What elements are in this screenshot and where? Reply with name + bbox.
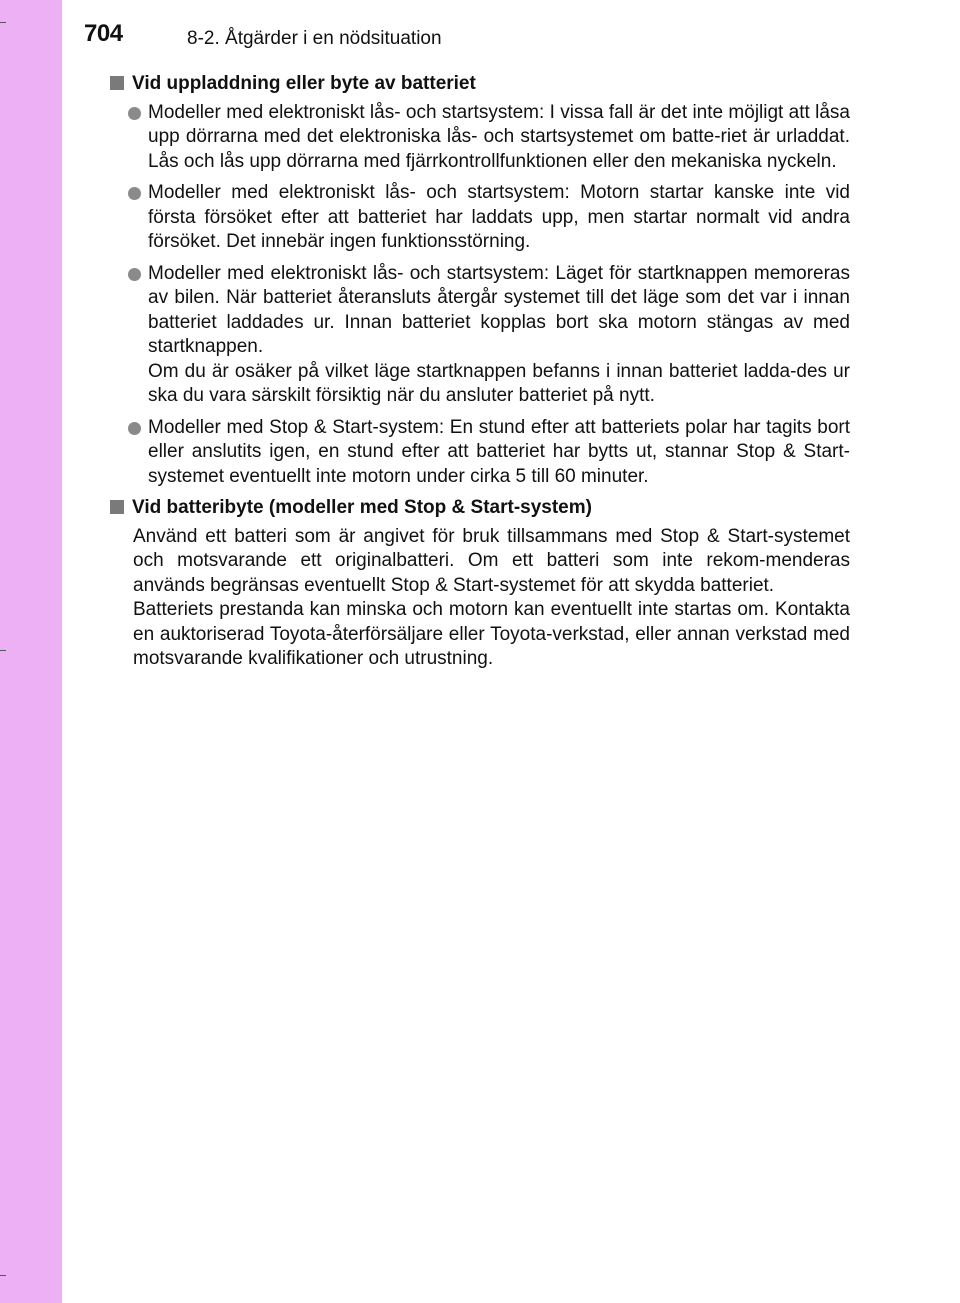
section-heading bbox=[110, 496, 850, 521]
list-item bbox=[128, 101, 850, 175]
section-heading-text: Vid batteribyte (modeller med Stop & Start-system) bbox=[132, 497, 592, 518]
list-item bbox=[128, 181, 850, 255]
page-number: 704 bbox=[84, 20, 123, 47]
paragraph: Batteriets prestanda kan minska och motorn kan eventuellt inte startas om. Kontakta en auktoriserad Toyota-återförsäljare eller Toyota-verkstad, eller annan verkstad med motsvarande kvalifikationer och utrustning. bbox=[133, 599, 850, 669]
list-item bbox=[128, 262, 850, 409]
list-item-text: Modeller med Stop & Start-system: En stund efter att batteriets polar har tagits bort eller anslutits igen, en stund efter att batteriet har bytts ut, stannar Stop & Start-systemet eventuellt inte motorn under cirka 5 till 60 minuter. bbox=[148, 416, 850, 487]
list-item-body bbox=[148, 262, 850, 409]
square-bullet-icon bbox=[110, 76, 124, 90]
list-item-note: Om du är osäker på vilket läge startknappen befanns i innan batteriet ladda-des ur ska du vara särskilt försiktig när du ansluter batteriet på nytt. bbox=[148, 360, 850, 406]
section-title: 8-2. Åtgärder i en nödsituation bbox=[187, 28, 442, 49]
list-item-text: Modeller med elektroniskt lås- och startsystem: Läget för startknappen memoreras av bilen. När batteriet återansluts återgår systemet till det läge som det var i innan batteriet laddades ur. Innan batteriet kopplas bort ska motorn stängas av med startknappen. bbox=[148, 262, 850, 357]
section-heading bbox=[110, 72, 850, 97]
square-bullet-icon bbox=[110, 500, 124, 514]
paragraph: Använd ett batteri som är angivet för bruk tillsammans med Stop & Start-systemet och motsvarande ett originalbatteri. Om ett batteri som inte rekom-menderas används begränsas eventuellt Stop & Start-systemet för att skydda batteriet. bbox=[133, 525, 850, 596]
list-item-text: Modeller med elektroniskt lås- och startsystem: I vissa fall är det inte möjligt att låsa upp dörrarna med det elektroniska lås- och startsystemet om batte-riet är urladdat. Lås och lås upp dörrarna med fjärrkontrollfunktionen eller den mekaniska nyckeln. bbox=[148, 101, 850, 172]
section-heading-text: Vid uppladdning eller byte av batteriet bbox=[132, 73, 476, 94]
sidebar-tab bbox=[0, 0, 62, 1303]
circle-bullet-icon bbox=[128, 107, 141, 120]
circle-bullet-icon bbox=[128, 422, 141, 435]
crop-mark bbox=[0, 650, 6, 651]
circle-bullet-icon bbox=[128, 187, 141, 200]
page-content bbox=[110, 72, 850, 672]
list-item-text: Modeller med elektroniskt lås- och startsystem: Motorn startar kanske inte vid första försöket efter att batteriet har laddats upp, men startar normalt vid andra försöket. Det innebär ingen funktionsstörning. bbox=[148, 182, 850, 252]
list-item bbox=[128, 416, 850, 490]
crop-mark bbox=[0, 1275, 6, 1276]
circle-bullet-icon bbox=[128, 268, 141, 281]
crop-mark bbox=[0, 22, 6, 23]
